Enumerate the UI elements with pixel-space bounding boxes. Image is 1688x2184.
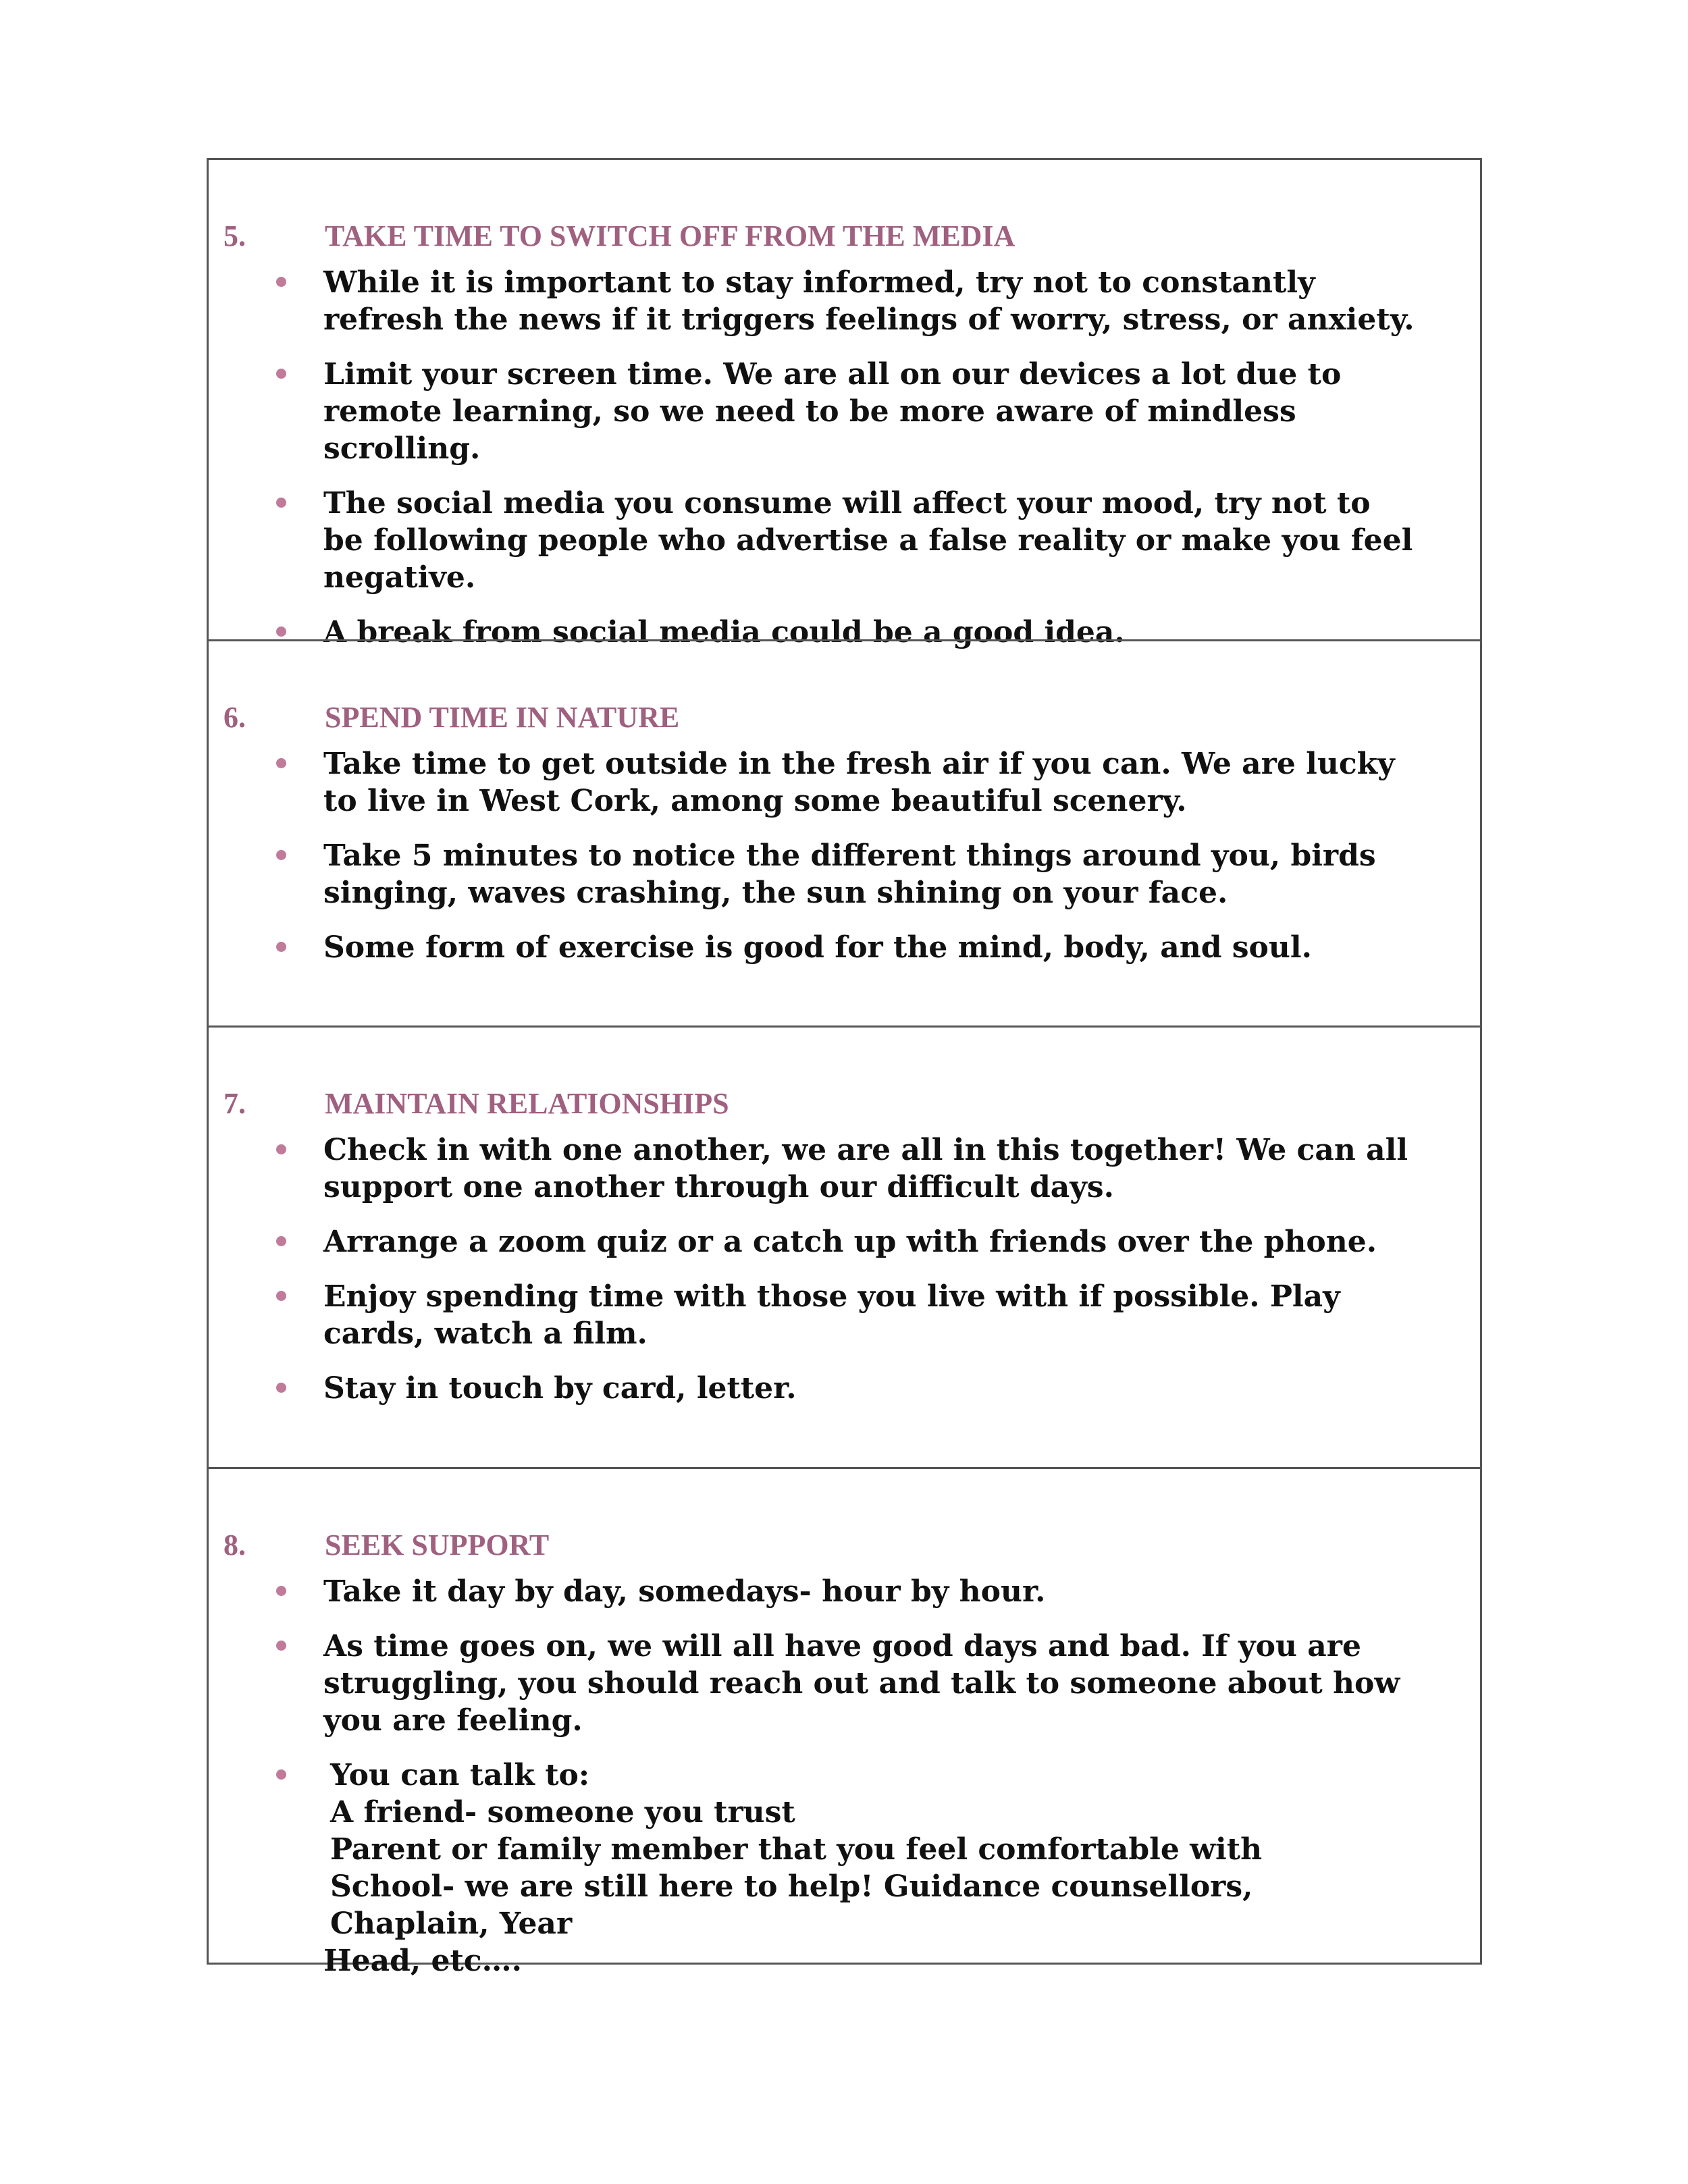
section-switch-off-media [209,160,1480,649]
support-closing: Head, etc…. [323,1944,522,1978]
bullet-dot-icon [276,1586,286,1596]
bullet-list [209,745,1480,984]
list-item [209,837,1480,911]
bullet-text: Enjoy spending time with those you live with if possible. Play cards, watch a film. [323,1279,1340,1351]
bullet-text: While it is important to stay informed, try not to constantly refresh the news if it triggers feelings of worry, stress, or anxiety. [323,265,1415,337]
list-item [209,1370,1480,1407]
section-heading [223,215,1015,256]
section-number: 8. [223,1528,246,1562]
bullet-dot-icon [276,1236,286,1246]
list-item [209,745,1480,820]
bullet-text: Check in with one another, we are all in this together! We can all support one another through our difficult days. [323,1133,1408,1204]
bullet-dot-icon [276,1769,286,1780]
section-number: 7. [223,1086,246,1120]
bullet-dot-icon [276,277,286,287]
section-heading [223,697,679,737]
bullet-dot-icon [276,627,286,637]
section-heading [223,1083,729,1123]
bullet-text: Limit your screen time. We are all on our devices a lot due to remote learning, so we need to be more aware of mindless scrolling. [323,357,1342,466]
section-number: 6. [223,700,246,734]
bullet-text: Take 5 minutes to notice the different things around you, birds singing, waves crashing, the sun shining on your face. [323,838,1376,910]
section-seek-support [209,1467,1480,1978]
list-item [209,264,1480,338]
list-item [209,485,1480,596]
bullet-text: Take time to get outside in the fresh air if you can. We are lucky to live in West Cork, among some beautiful scenery. [323,747,1395,818]
list-item [209,1573,1480,1610]
bullet-text: Take it day by day, somedays- hour by hour. [323,1574,1046,1609]
bullet-text: As time goes on, we will all have good days and bad. If you are struggling, you should reach out and talk to someone about how you are feeling. [323,1629,1400,1738]
section-relationships [209,1026,1480,1467]
bullet-dot-icon [276,942,286,952]
support-option: School- we are still here to help! Guidance counsellors, Chaplain, Year [330,1869,1253,1941]
bullet-list [209,264,1480,668]
support-list-item [209,1757,1480,1979]
section-nature [209,639,1480,1026]
bullet-text: Some form of exercise is good for the mind, body, and soul. [323,930,1312,965]
list-item [209,929,1480,966]
bullet-dot-icon [276,498,286,508]
bullet-dot-icon [276,758,286,768]
bullet-dot-icon [276,1383,286,1393]
support-intro: You can talk to: [330,1758,590,1792]
bullet-text: Stay in touch by card, letter. [323,1371,797,1406]
bullet-text: A break from social media could be a good idea. [323,615,1125,649]
bullet-dot-icon [276,1291,286,1301]
section-title: SEEK SUPPORT [325,1528,550,1562]
section-title: TAKE TIME TO SWITCH OFF FROM THE MEDIA [325,219,1016,252]
list-item [209,1223,1480,1260]
bullet-dot-icon [276,1144,286,1154]
section-title: MAINTAIN RELATIONSHIPS [325,1086,729,1120]
section-title: SPEND TIME IN NATURE [325,700,680,734]
section-number: 5. [223,219,246,252]
bullet-list [209,1131,1480,1424]
support-option: Parent or family member that you feel comfortable with [330,1832,1263,1867]
section-heading [223,1524,549,1565]
bullet-dot-icon [276,1641,286,1651]
list-item [209,1628,1480,1739]
list-item [209,1131,1480,1206]
list-item [209,356,1480,467]
list-item [209,1278,1480,1352]
support-option: A friend- someone you trust [330,1795,795,1830]
bullet-dot-icon [276,369,286,379]
tips-table [207,158,1482,1978]
bullet-list [209,1573,1480,1997]
bullet-dot-icon [276,850,286,860]
bullet-text: Arrange a zoom quiz or a catch up with friends over the phone. [323,1225,1377,1259]
bullet-text: The social media you consume will affect your mood, try not to be following people who advertise a false reality or make you feel negative. [323,486,1413,595]
